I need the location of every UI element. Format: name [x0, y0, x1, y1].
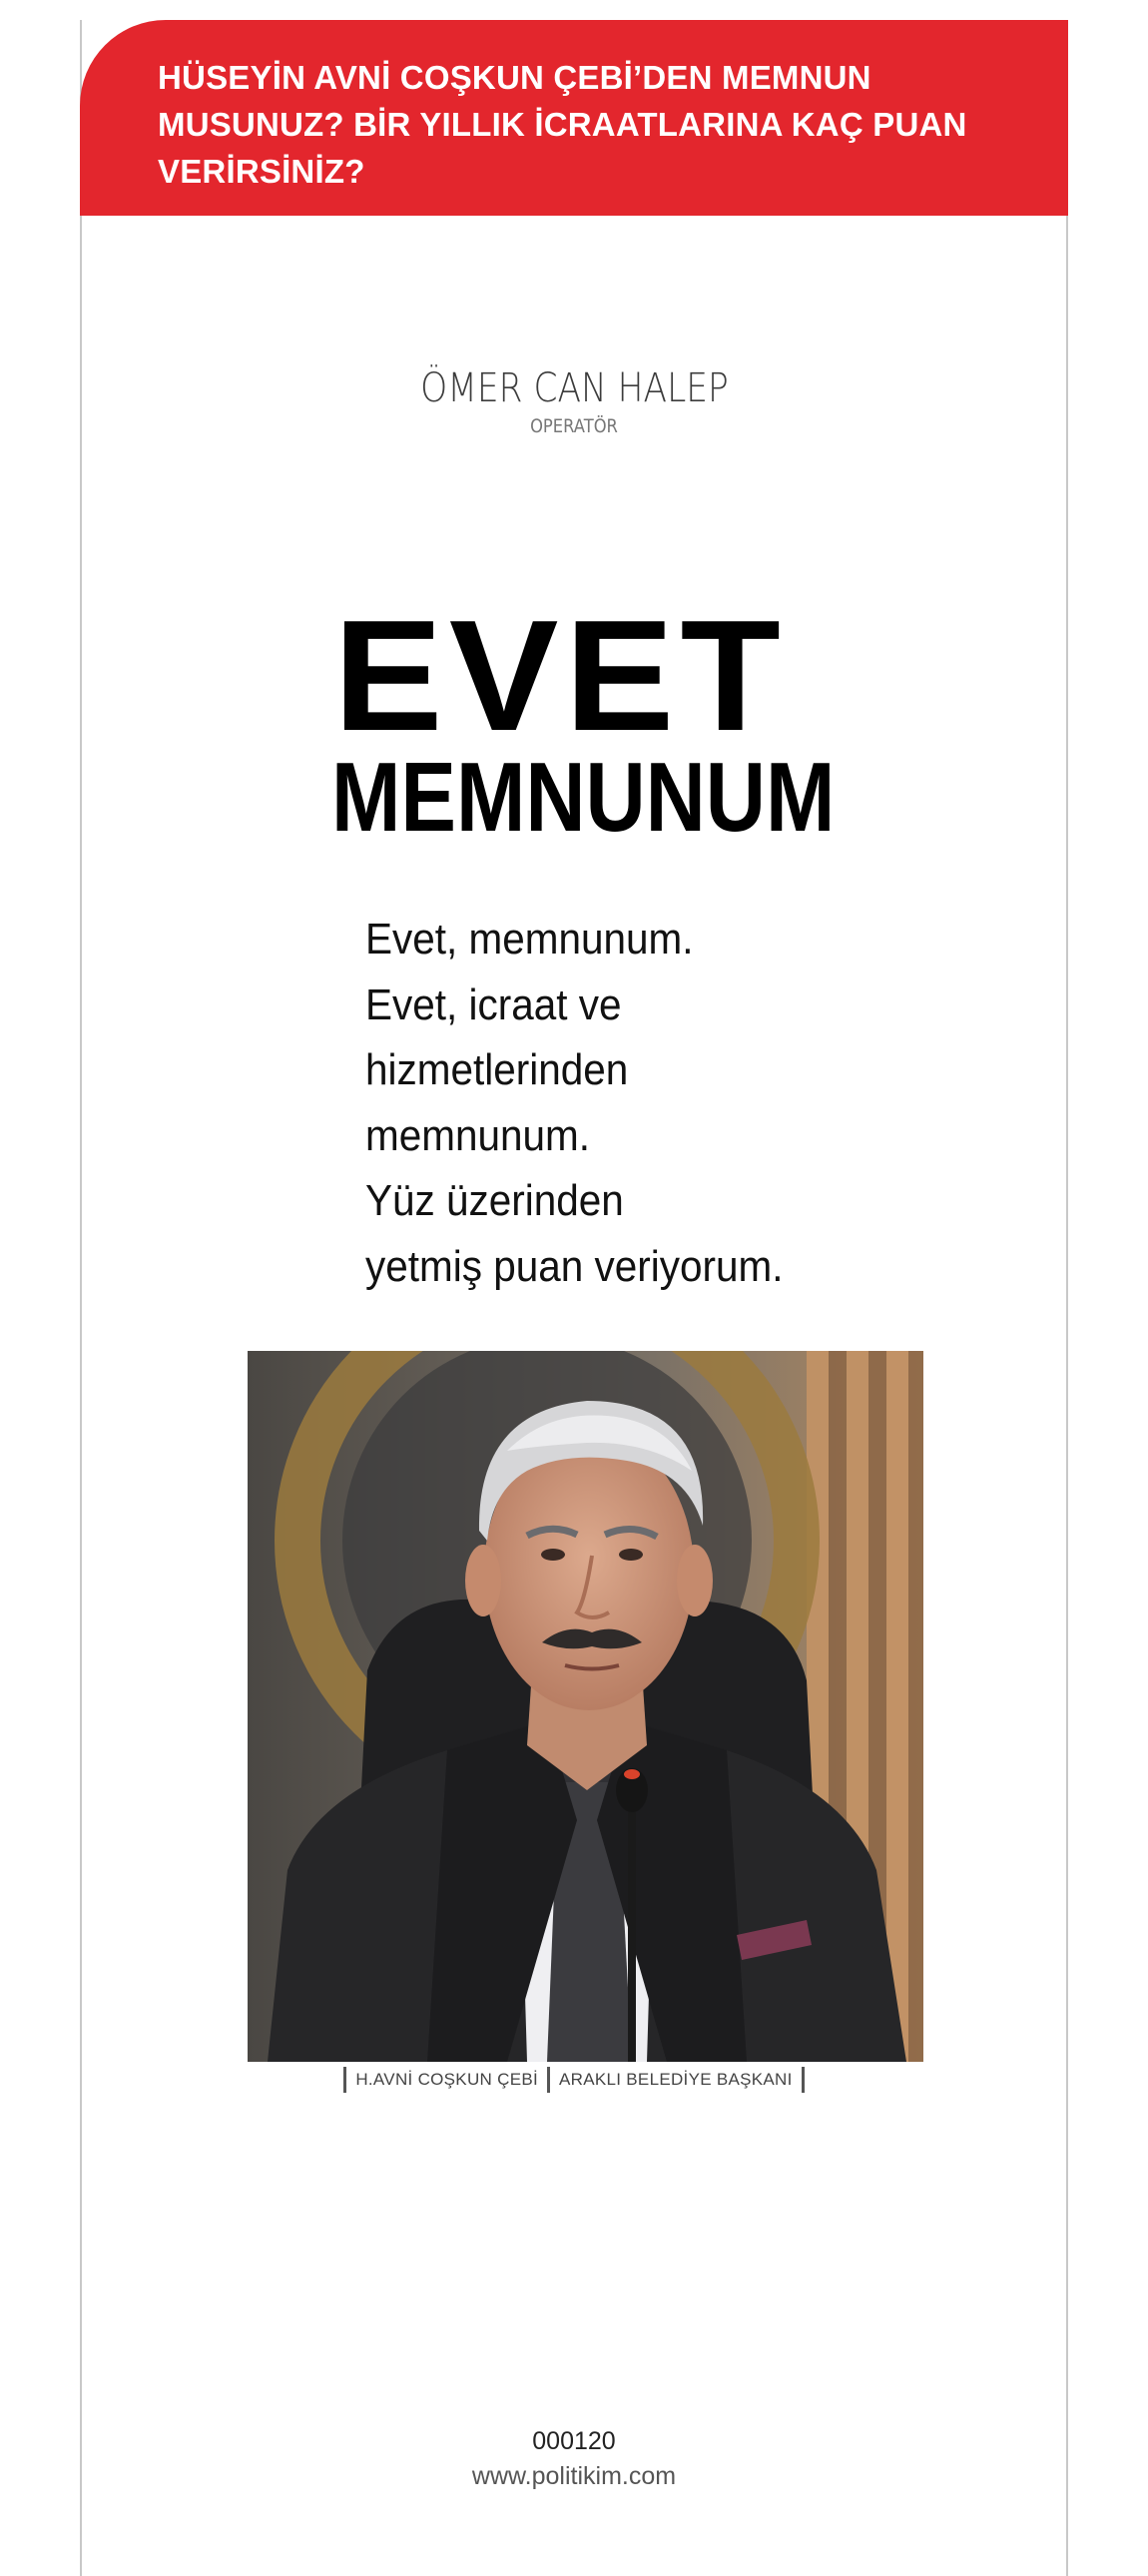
quote-text [365, 907, 783, 1299]
quote-line: yetmiş puan veriyorum. [365, 1241, 784, 1291]
author-name: ÖMER CAN HALEP [419, 365, 729, 411]
question-title [158, 54, 1028, 195]
quote-line: Yüz üzerinden [365, 1176, 624, 1225]
caption-divider [547, 2067, 550, 2093]
question-banner [80, 20, 1068, 216]
author-block [0, 365, 1148, 437]
caption-name: H.AVNİ COŞKUN ÇEBİ [355, 2070, 538, 2089]
question-line-2: MUSUNUZ? BİR YILLIK İCRAATLARINA KAÇ PUAN [158, 106, 967, 143]
author-role: OPERATÖR [530, 415, 618, 437]
quote-line: Evet, memnunum. [365, 915, 694, 964]
quote-line: Evet, icraat ve [365, 979, 622, 1029]
caption-title: ARAKLI BELEDİYE BAŞKANI [559, 2070, 793, 2089]
caption-divider [343, 2067, 346, 2093]
photo-caption [0, 2067, 1148, 2093]
quote-line: hizmetlerinden [365, 1045, 629, 1094]
footer [0, 2424, 1148, 2494]
caption-divider [802, 2067, 805, 2093]
answer-headline: EVET [333, 588, 788, 764]
question-line-1: HÜSEYİN AVNİ COŞKUN ÇEBİ’DEN MEMNUN [158, 59, 871, 96]
portrait-illustration [248, 1351, 923, 2062]
mayor-photo [248, 1351, 923, 2062]
answer-subheadline: MEMNUNUM [331, 742, 836, 852]
question-line-3: VERİRSİNİZ? [158, 153, 365, 190]
footer-code: 000120 [532, 2427, 616, 2455]
footer-url[interactable]: www.politikim.com [471, 2462, 677, 2490]
quote-line: memnunum. [365, 1110, 590, 1160]
